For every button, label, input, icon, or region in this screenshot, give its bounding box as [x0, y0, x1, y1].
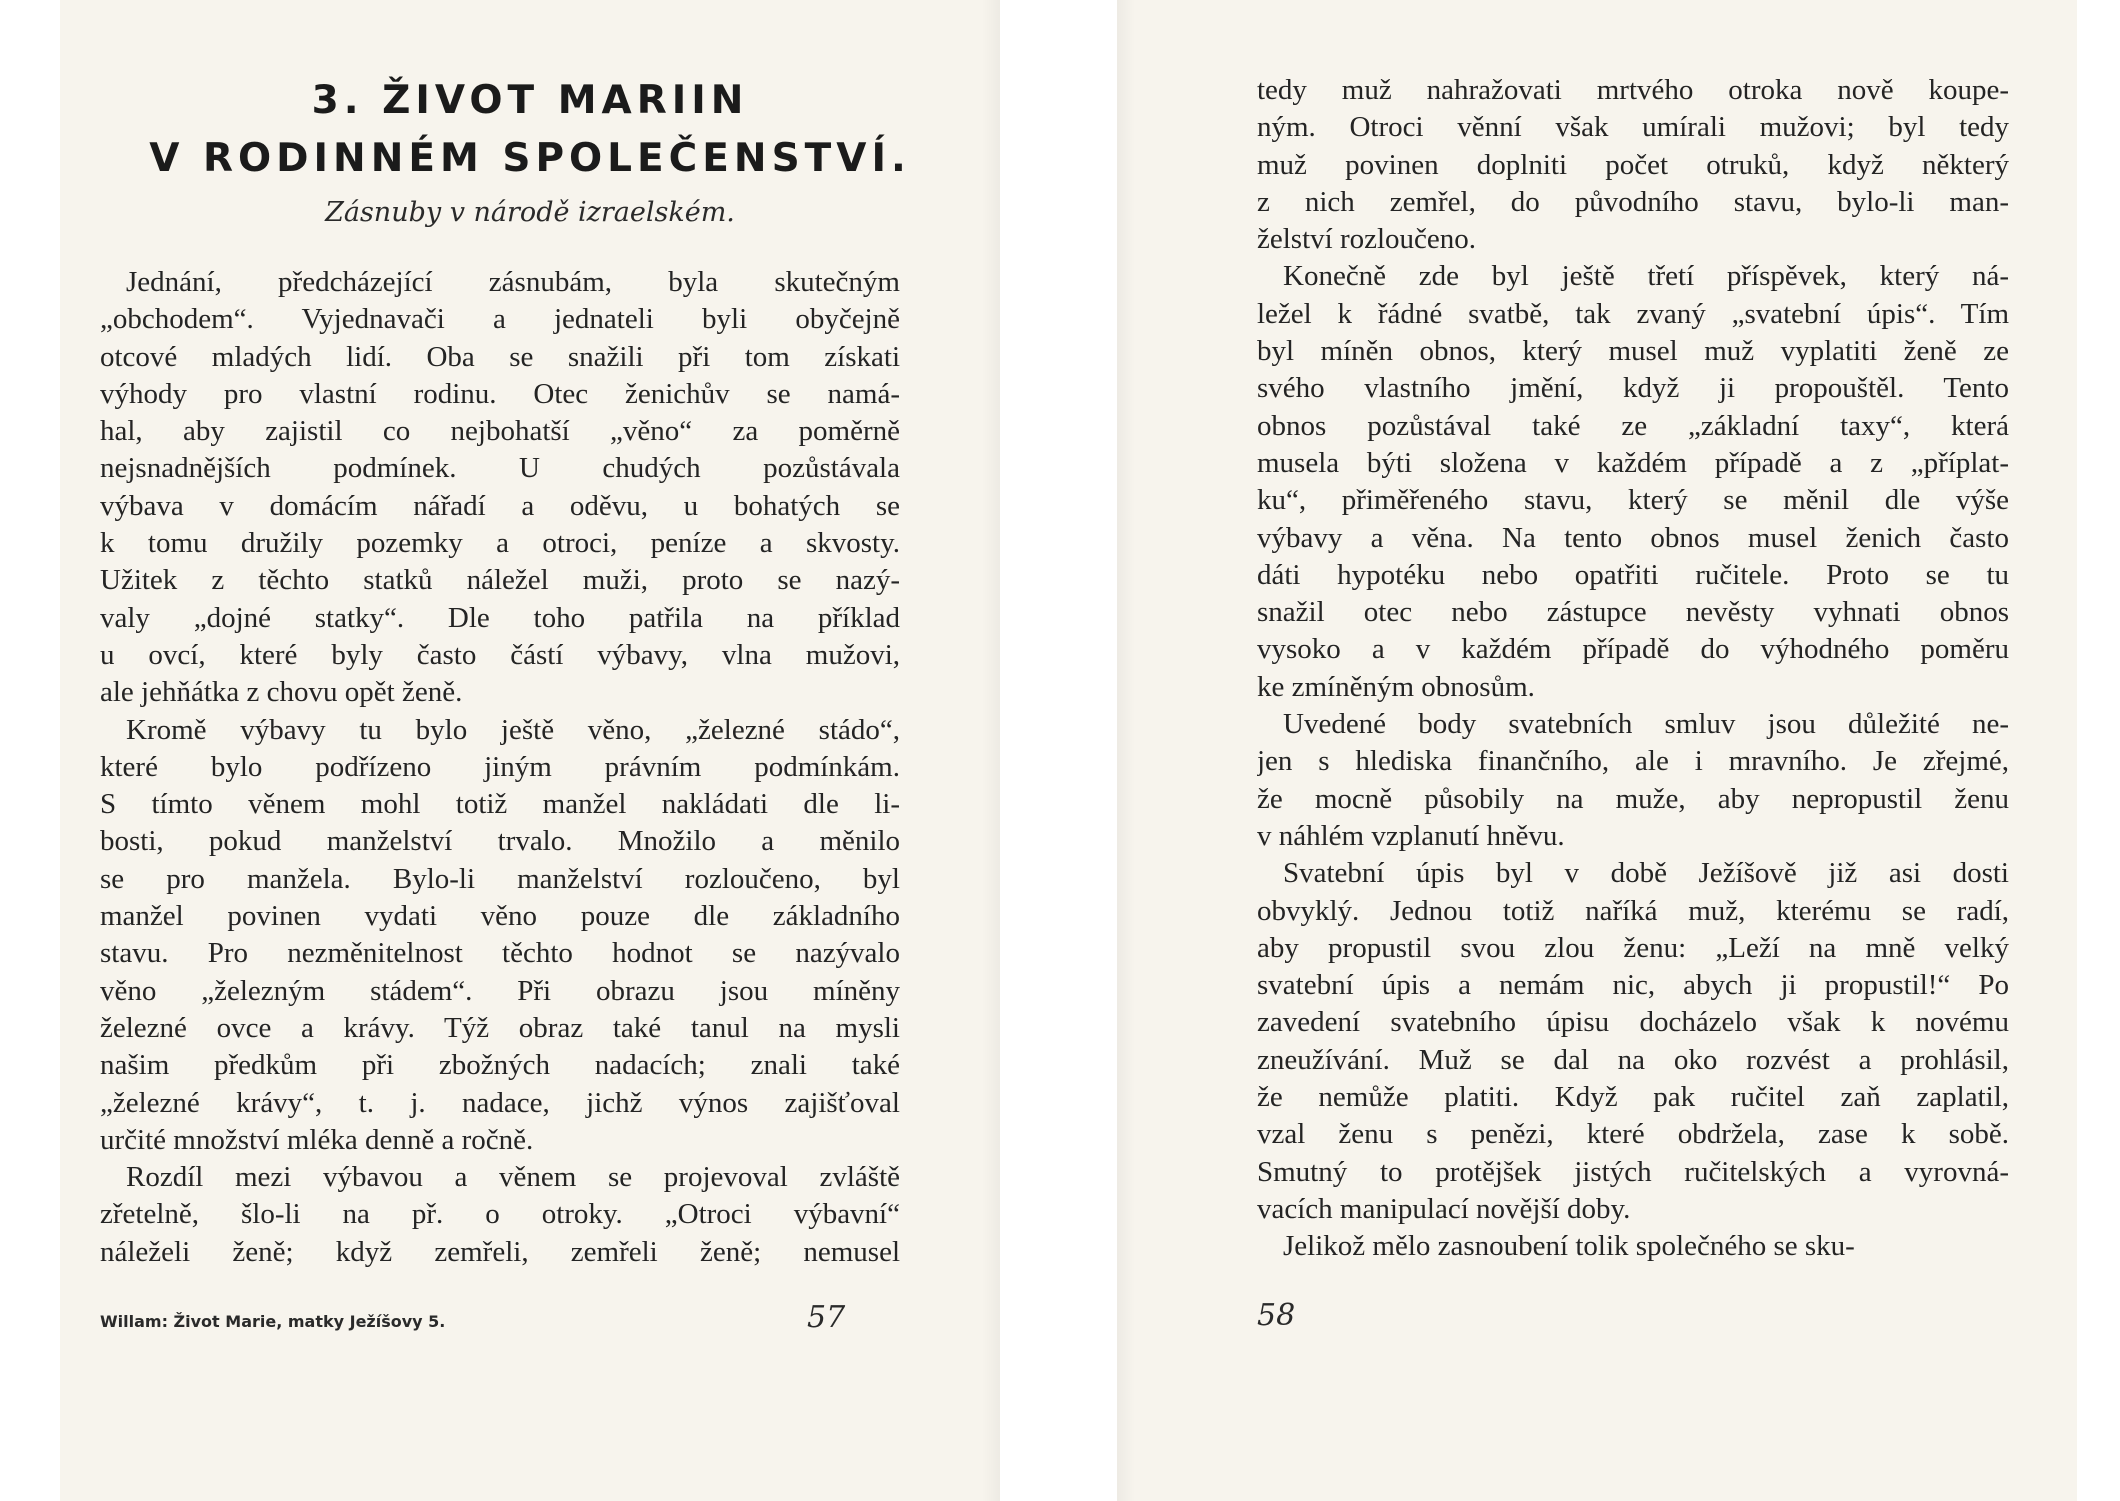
text-line: Svatební úpis byl v době Ježíšově již asi dosti [1283, 857, 2009, 890]
text-line: železné ovce a krávy. Týž obraz také tanul na mysli [100, 1011, 900, 1044]
page-number: 57 [807, 1300, 846, 1335]
chapter-heading-line-1: 3. ŽIVOT MARIIN [311, 78, 749, 123]
text-line: výbava v domácím nářadí a oděvu, u bohatých se [100, 489, 900, 522]
text-line: „obchodem“. Vyjednavači a jednateli byli obyčejně [100, 303, 900, 336]
text-line: Konečně zde byl ještě třetí příspěvek, který ná- [1283, 260, 2009, 293]
signature-footer: Willam: Život Marie, matky Ježíšovy 5. [100, 1312, 446, 1331]
text-line: u ovcí, které byly často částí výbavy, vlna mužovi, [100, 638, 900, 671]
text-line: našim předkům při zbožných nadacích; znali také [100, 1049, 900, 1082]
text-line: že mocně působily na muže, aby nepropustil ženu [1257, 782, 2009, 815]
text-line: v náhlém vzplanutí hněvu. [1257, 819, 1565, 852]
text-line: Smutný to protějšek jistých ručitelských a vyrovná- [1257, 1155, 2009, 1188]
text-line: vacích manipulací novější doby. [1257, 1192, 1631, 1225]
text-line: zavedení svatebního úpisu docházelo však k novému [1257, 1006, 2009, 1039]
text-line: manžel povinen vydati věno pouze dle základního [100, 900, 900, 933]
text-line: stavu. Pro nezměnitelnost těchto hodnot se nazývalo [100, 937, 900, 970]
left-page-text [100, 264, 900, 1271]
text-line: hal, aby zajistil co nejbohatší „věno“ za poměrně [100, 415, 900, 448]
text-line: výbavy a věna. Na tento obnos musel ženich často [1257, 521, 2009, 554]
text-line: otcové mladých lidí. Oba se snažili při tom získati [100, 340, 900, 373]
text-line: želství rozloučeno. [1257, 223, 1477, 256]
text-line: určité množství mléka denně a ročně. [100, 1123, 534, 1156]
text-line: jen s hlediska finančního, ale i mravního. Je zřejmé, [1257, 745, 2009, 778]
text-line: náleželi ženě; když zemřeli, zemřeli ženě; nemusel [100, 1235, 900, 1268]
text-line: obvyklý. Jednou totiž naříká muž, kterému se radí, [1257, 894, 2009, 927]
text-line: ale jehňátka z chovu opět ženě. [100, 676, 463, 709]
text-line: tedy muž nahražovati mrtvého otroka nově koupe- [1257, 74, 2009, 106]
text-line: ležel k řádné svatbě, tak zvaný „svatební úpis“. Tím [1257, 297, 2009, 330]
text-line: Užitek z těchto statků náležel muži, proto se nazý- [100, 564, 900, 597]
text-line: byl míněn obnos, který musel muž vyplatiti ženě ze [1257, 335, 2009, 368]
text-line: Uvedené body svatebních smluv jsou důležité ne- [1283, 708, 2009, 741]
text-line: zneužívání. Muž se dal na oko rozvést a prohlásil, [1257, 1043, 2009, 1076]
text-line: Rozdíl mezi výbavou a věnem se projevoval zvláště [126, 1161, 900, 1194]
text-line: snažil otec nebo zástupce nevěsty vyhnati obnos [1257, 596, 2009, 629]
chapter-heading-line-2: V RODINNÉM SPOLEČENSTVÍ. [149, 136, 911, 181]
text-line: musela býti složena v každém případě a z „příplat- [1257, 446, 2009, 479]
text-line: výhody pro vlastní rodinu. Otec ženichův se namá- [100, 377, 900, 410]
left-page [60, 0, 1000, 1501]
text-line: obnos pozůstával také ze „základní taxy“, která [1257, 409, 2009, 442]
text-line: se pro manžela. Bylo-li manželství rozloučeno, byl [100, 862, 900, 895]
text-line: zřetelně, šlo-li na př. o otroky. „Otroci výbavní“ [100, 1198, 900, 1231]
page-number: 58 [1257, 1298, 1296, 1333]
text-line: dáti hypotéku nebo opatřiti ručitele. Proto se tu [1257, 558, 2009, 591]
text-line: ke zmíněným obnosům. [1257, 670, 1535, 703]
text-line: Jelikož mělo zasnoubení tolik společného se sku- [1283, 1230, 1855, 1263]
right-page [1117, 0, 2077, 1501]
text-line: ným. Otroci věnní však umírali mužovi; byl tedy [1257, 111, 2009, 144]
gutter-shadow [1117, 0, 1135, 1501]
right-page-text [1257, 72, 2009, 1266]
text-line: Kromě výbavy tu bylo ještě věno, „železné stádo“, [126, 713, 900, 746]
text-line: svého vlastního jmění, když ji propouštěl. Tento [1257, 372, 2009, 405]
text-line: ku“, přiměřeného stavu, který se měnil dle výše [1257, 484, 2009, 517]
text-line: k tomu družily pozemky a otroci, peníze a skvosty. [100, 527, 900, 560]
text-line: „železné krávy“, t. j. nadace, jichž výnos zajišťoval [100, 1086, 900, 1119]
text-line: Jednání, předcházející zásnubám, byla skutečným [126, 266, 900, 298]
text-line: S tímto věnem mohl totiž manžel nakládati dle li- [100, 788, 900, 821]
text-line: věno „železným stádem“. Při obrazu jsou míněny [100, 974, 900, 1007]
text-line: muž povinen doplniti počet otruků, když některý [1257, 148, 2009, 181]
text-line: aby propustil svou zlou ženu: „Leží na mně velký [1257, 931, 2009, 964]
text-line: vysoko a v každém případě do výhodného poměru [1257, 633, 2009, 666]
text-line: vzal ženu s penězi, které obdržela, zase k sobě. [1257, 1118, 2009, 1151]
text-line: svatební úpis a nemám nic, abych ji propustil!“ Po [1257, 969, 2009, 1002]
text-line: valy „dojné statky“. Dle toho patřila na příklad [100, 601, 900, 634]
text-line: nejsnadnějších podmínek. U chudých pozůstávala [100, 452, 900, 485]
section-subtitle: Zásnuby v národě izraelském. [325, 197, 735, 228]
text-line: z nich zemřel, do původního stavu, bylo-li man- [1257, 185, 2009, 218]
text-line: že nemůže platiti. Když pak ručitel zaň zaplatil, [1257, 1081, 2009, 1114]
text-line: bosti, pokud manželství trvalo. Množilo a měnilo [100, 825, 900, 858]
text-line: které bylo podřízeno jiným právním podmínkám. [100, 750, 900, 783]
